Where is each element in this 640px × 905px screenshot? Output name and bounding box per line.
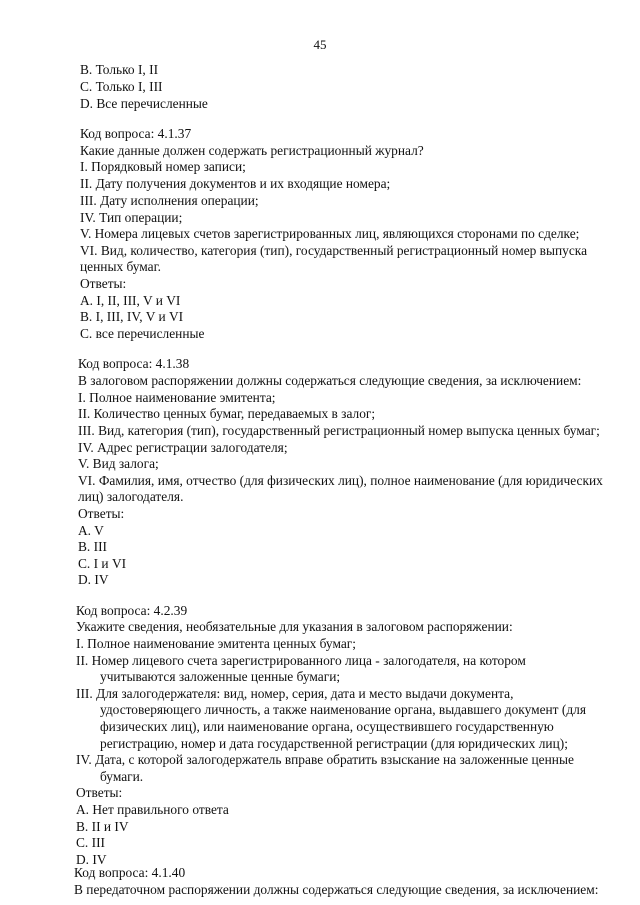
question-item: I. Полное наименование эмитента; (78, 390, 276, 405)
question-item: II. Количество ценных бумаг, передаваемых в залог; (78, 406, 376, 421)
question-item: IV. Тип операции; (80, 210, 183, 225)
answers-label: Ответы: (78, 506, 125, 521)
question-text: В залоговом распоряжении должны содержаться следующие сведения, за исключением: (78, 373, 582, 388)
question-item: V. Вид залога; (78, 456, 159, 471)
answer-option: C. III (76, 835, 106, 850)
answers-label: Ответы: (76, 785, 123, 800)
question-code: Код вопроса: 4.2.39 (76, 603, 188, 618)
answer-option: C. I и VI (78, 556, 127, 571)
question-item: VI. Вид, количество, категория (тип), государственный регистрационный номер выпуска (80, 243, 588, 258)
answer-option: B. III (78, 539, 108, 554)
question-code: Код вопроса: 4.1.40 (74, 865, 186, 880)
question-item: V. Номера лицевых счетов зарегистрированных лиц, являющихся сторонами по сделке; (80, 226, 580, 241)
question-item: физических лиц), или наименование органа, осуществившего государственную (100, 719, 554, 734)
answer-option: C. Только I, III (80, 79, 163, 94)
question-item: IV. Дата, с которой залогодержатель вправе обратить взыскание на заложенные ценные (76, 752, 574, 767)
answer-option: C. все перечисленные (80, 326, 205, 341)
question-item: II. Номер лицевого счета зарегистрированного лица - залогодателя, на котором (76, 653, 526, 668)
question-item: IV. Адрес регистрации залогодателя; (78, 440, 288, 455)
question-item: ценных бумаг. (80, 259, 161, 274)
question-item: II. Дату получения документов и их входящие номера; (80, 176, 391, 191)
answer-option: D. IV (76, 852, 107, 867)
answer-option: B. II и IV (76, 819, 129, 834)
question-text: В передаточном распоряжении должны содержаться следующие сведения, за исключением: (74, 882, 599, 897)
question-item: I. Полное наименование эмитента ценных бумаг; (76, 636, 356, 651)
question-item: учитываются заложенные ценные бумаги; (100, 669, 341, 684)
question-item: регистрацию, номер и дата государственной регистрации (для юридических лиц); (100, 736, 568, 751)
question-text: Какие данные должен содержать регистрационный журнал? (80, 143, 424, 158)
answer-option: B. Только I, II (80, 62, 159, 77)
question-item: III. Для залогодержателя: вид, номер, серия, дата и место выдачи документа, (76, 686, 514, 701)
page-number: 45 (313, 37, 327, 52)
answer-option: A. V (78, 523, 104, 538)
answer-option: B. I, III, IV, V и VI (80, 309, 184, 324)
answer-option: A. I, II, III, V и VI (80, 293, 181, 308)
answers-label: Ответы: (80, 276, 127, 291)
question-code: Код вопроса: 4.1.37 (80, 126, 192, 141)
answer-option: D. IV (78, 572, 109, 587)
question-text: Укажите сведения, необязательные для указания в залоговом распоряжении: (76, 619, 513, 634)
question-item: бумаги. (100, 769, 144, 784)
answer-option: A. Нет правильного ответа (76, 802, 229, 817)
question-item: III. Вид, категория (тип), государственный регистрационный номер выпуска ценных бумаг; (78, 423, 600, 438)
question-item: лиц) залогодателя. (78, 489, 184, 504)
question-item: III. Дату исполнения операции; (80, 193, 259, 208)
question-item: VI. Фамилия, имя, отчество (для физических лиц), полное наименование (для юридических (78, 473, 603, 488)
answer-option: D. Все перечисленные (80, 96, 208, 111)
question-code: Код вопроса: 4.1.38 (78, 356, 190, 371)
question-item: удостоверяющего личность, а также наименование органа, выдавшего документ (для (100, 702, 586, 717)
question-item: I. Порядковый номер записи; (80, 159, 246, 174)
